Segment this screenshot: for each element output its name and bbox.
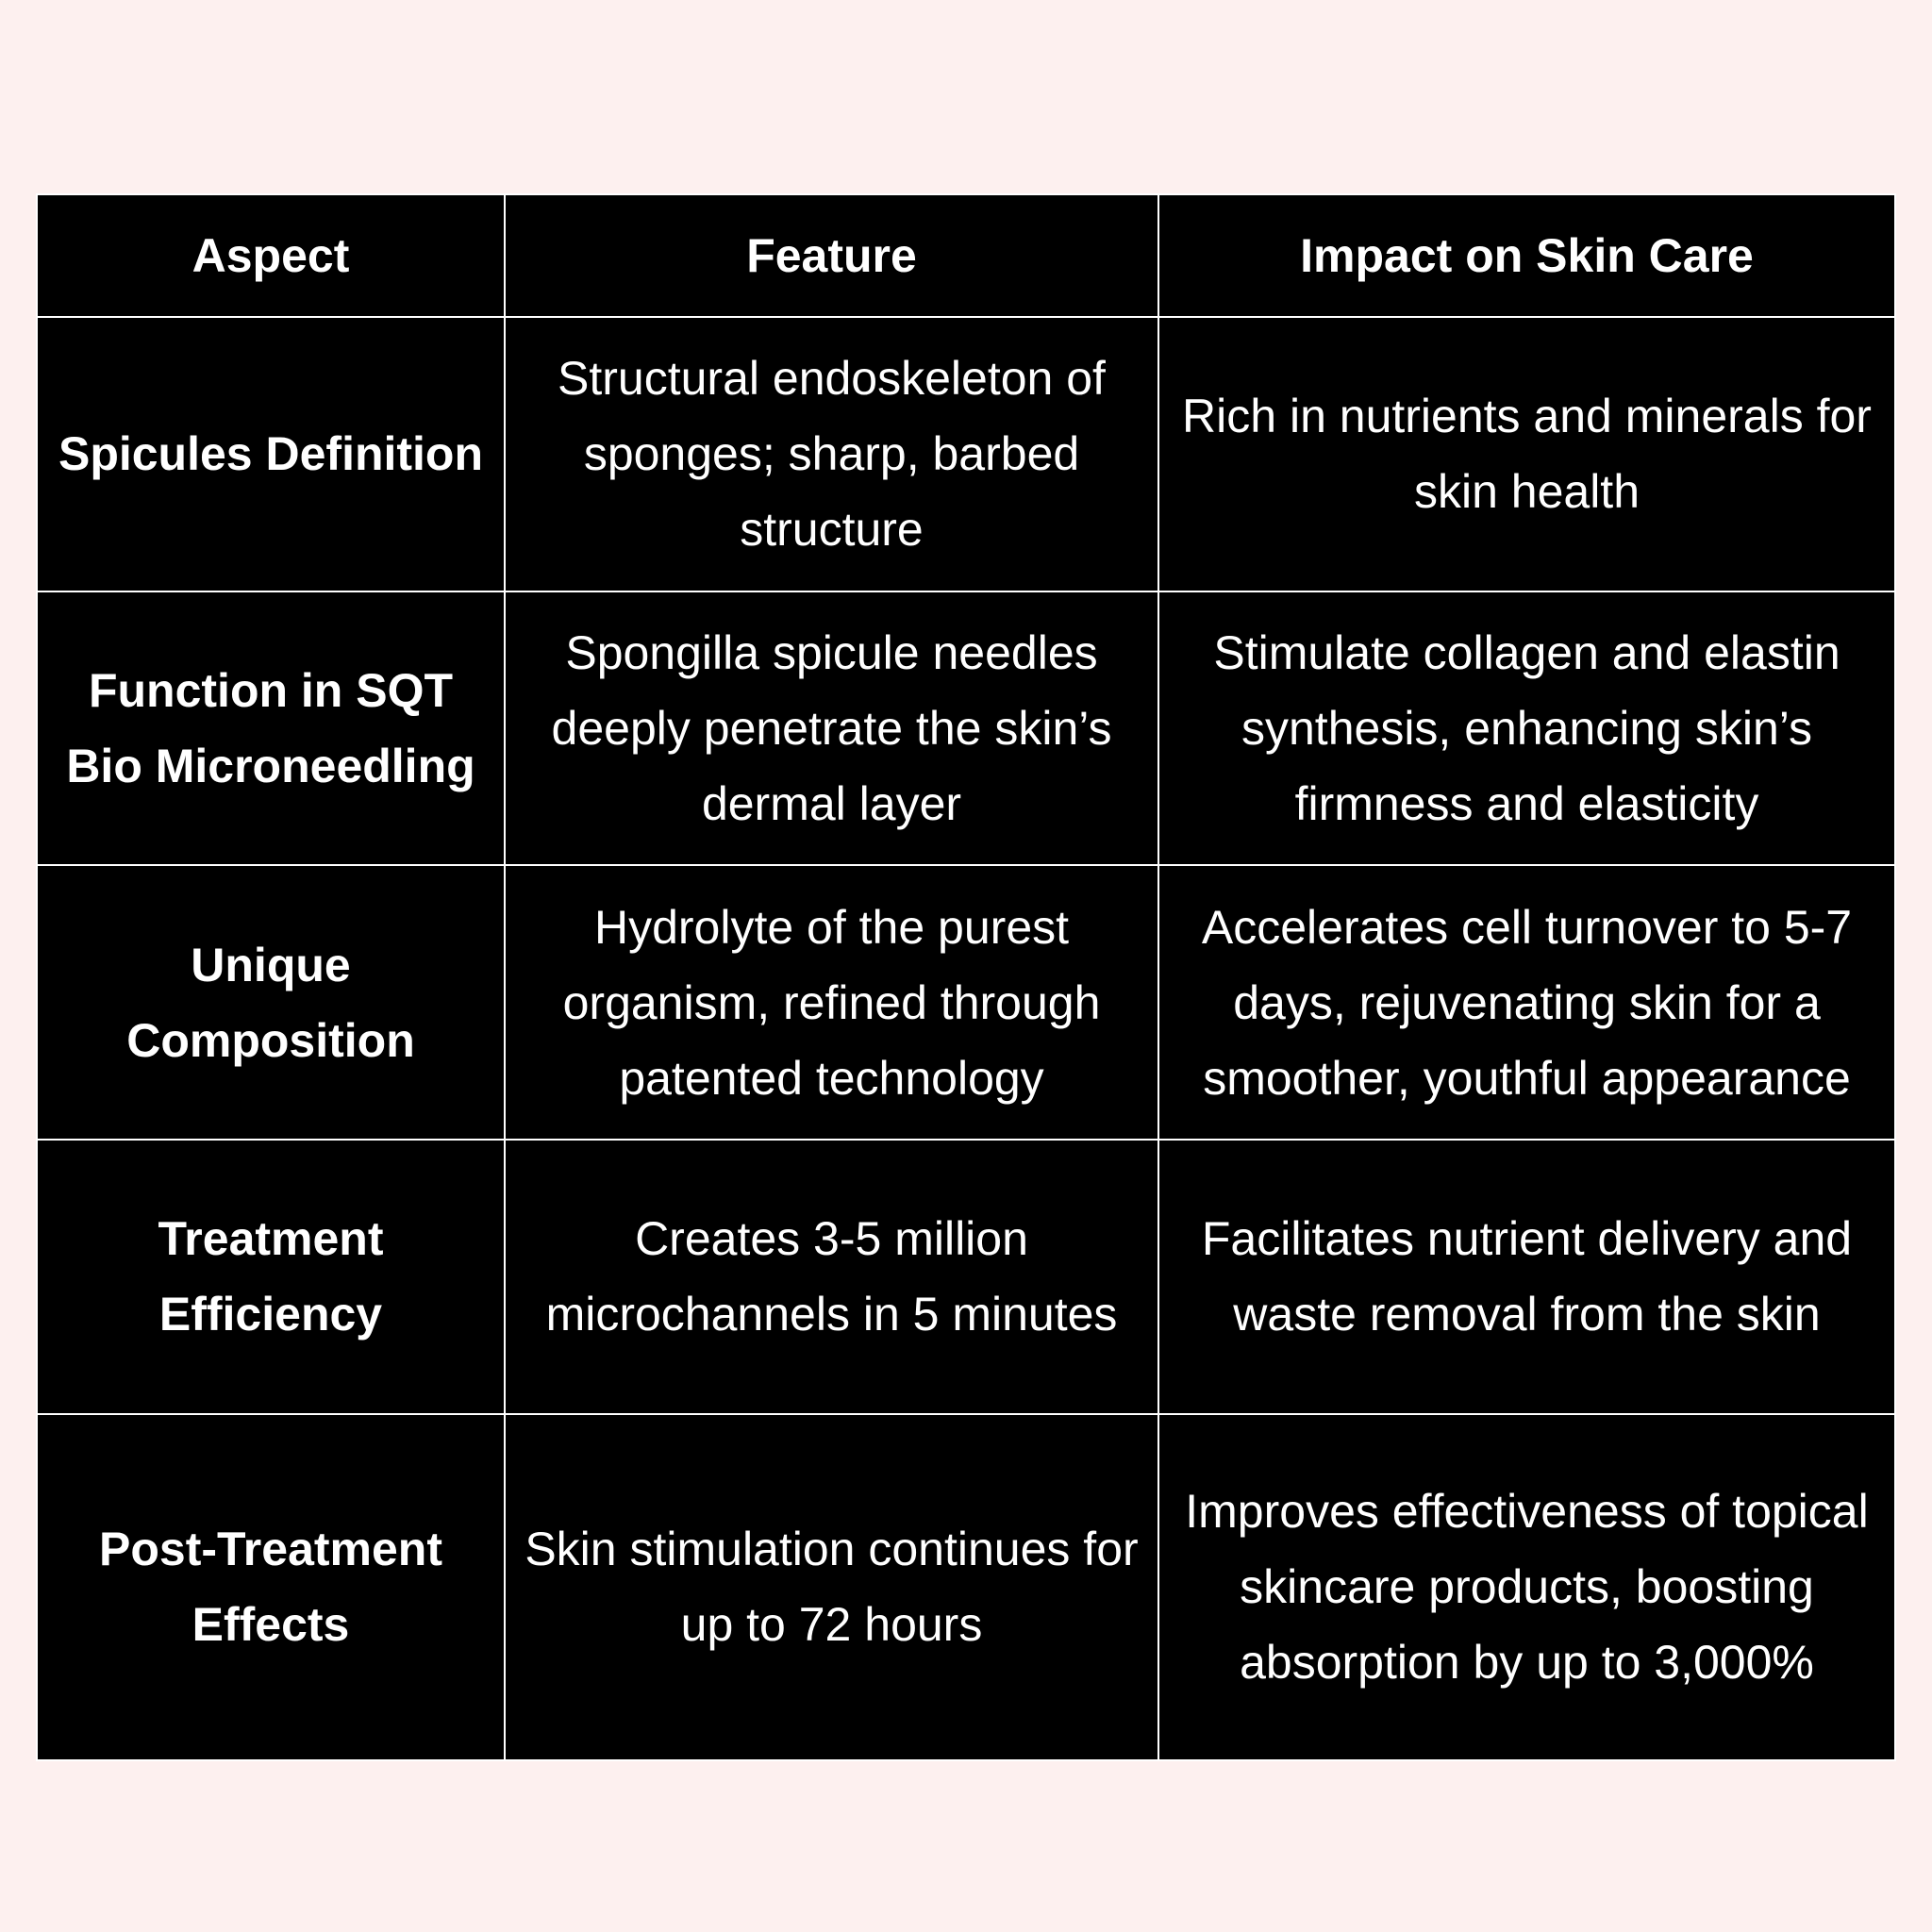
table-row <box>37 317 1895 591</box>
header-row <box>37 194 1895 317</box>
feature-cell: Creates 3-5 million microchannels in 5 minutes <box>505 1140 1158 1414</box>
impact-cell: Improves effectiveness of topical skincare products, boosting absorption by up to 3,000% <box>1158 1414 1895 1760</box>
aspect-cell: Unique Composition <box>37 865 505 1140</box>
impact-cell: Stimulate collagen and elastin synthesis, enhancing skin’s firmness and elasticity <box>1158 591 1895 866</box>
aspect-cell: Treatment Efficiency <box>37 1140 505 1414</box>
impact-cell: Accelerates cell turnover to 5-7 days, rejuvenating skin for a smoother, youthful appearance <box>1158 865 1895 1140</box>
table-row <box>37 1140 1895 1414</box>
feature-cell: Structural endoskeleton of sponges; sharp, barbed structure <box>505 317 1158 591</box>
table <box>36 193 1896 1761</box>
header-impact: Impact on Skin Care <box>1158 194 1895 317</box>
feature-cell: Hydrolyte of the purest organism, refined through patented technology <box>505 865 1158 1140</box>
table-row <box>37 591 1895 866</box>
header-feature: Feature <box>505 194 1158 317</box>
impact-cell: Facilitates nutrient delivery and waste removal from the skin <box>1158 1140 1895 1414</box>
table-row <box>37 865 1895 1140</box>
aspect-cell: Function in SQT Bio Microneedling <box>37 591 505 866</box>
impact-cell: Rich in nutrients and minerals for skin health <box>1158 317 1895 591</box>
comparison-table <box>36 193 1894 1761</box>
feature-cell: Skin stimulation continues for up to 72 hours <box>505 1414 1158 1760</box>
feature-cell: Spongilla spicule needles deeply penetrate the skin’s dermal layer <box>505 591 1158 866</box>
table-row <box>37 1414 1895 1760</box>
header-aspect: Aspect <box>37 194 505 317</box>
aspect-cell: Spicules Definition <box>37 317 505 591</box>
aspect-cell: Post-Treatment Effects <box>37 1414 505 1760</box>
